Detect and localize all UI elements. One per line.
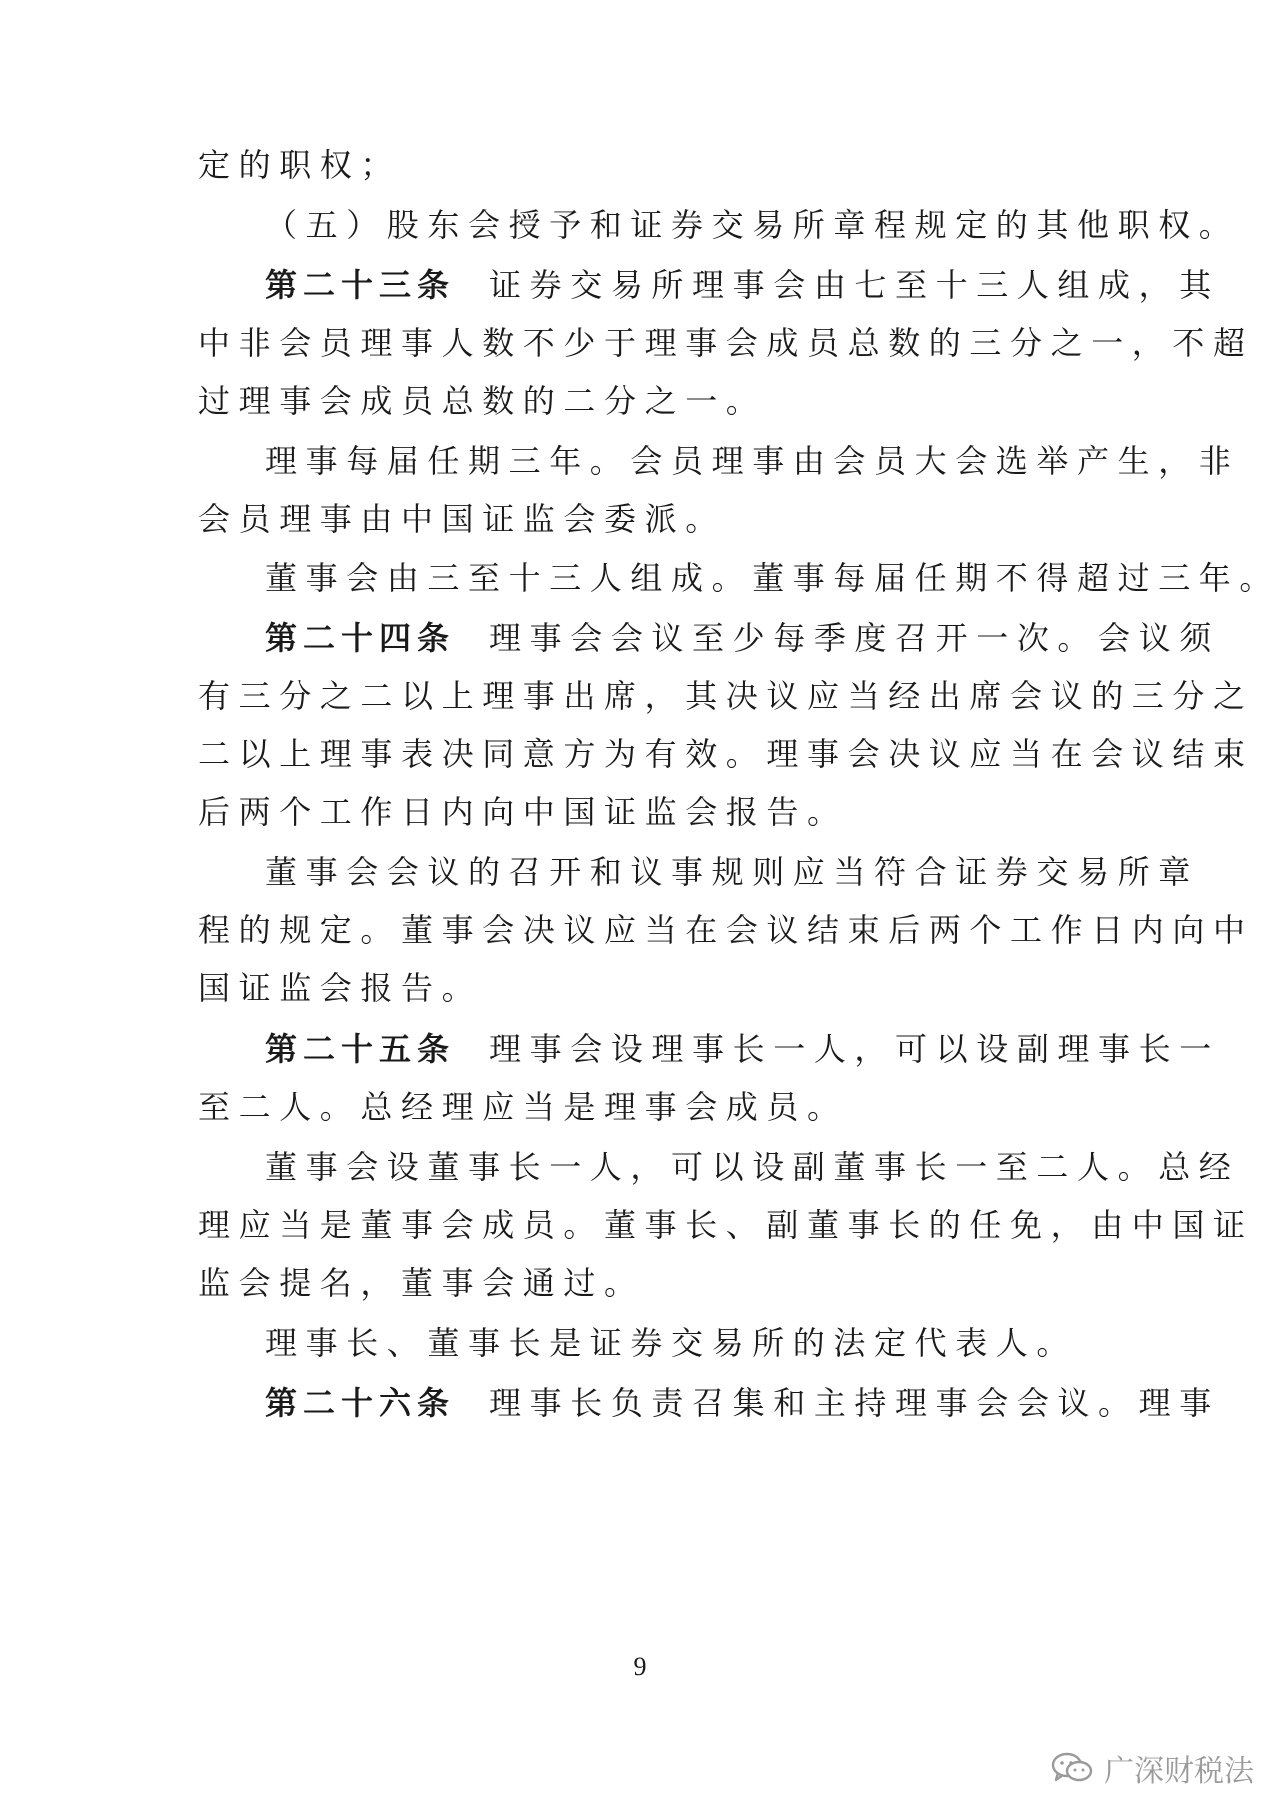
line-text: 理事长负责召集和主持理事会会议。理事 <box>489 1384 1220 1422</box>
article-number: 第二十四条 <box>265 619 456 657</box>
text-line <box>265 441 1240 481</box>
line-text: 理事每届任期三年。会员理事由会员大会选举产生，非 <box>265 442 1240 480</box>
watermark <box>1050 1748 1254 1788</box>
text-line <box>265 1147 1240 1187</box>
article-number: 第二十六条 <box>265 1384 456 1422</box>
text-line <box>198 676 1254 716</box>
line-text: 二以上理事表决同意方为有效。理事会决议应当在会议结束 <box>198 735 1254 773</box>
page-number: 9 <box>633 1652 647 1681</box>
text-line <box>198 499 1098 539</box>
line-text: 至二人。总经理应当是理事会成员。 <box>198 1088 848 1126</box>
text-line <box>198 792 1098 832</box>
line-text: 定的职权； <box>198 146 402 184</box>
text-line <box>265 1323 1165 1363</box>
article-number: 第二十五条 <box>265 1030 456 1068</box>
line-text: 董事会设董事长一人，可以设副董事长一至二人。总经 <box>265 1148 1240 1186</box>
line-text: 有三分之二以上理事出席，其决议应当经出席会议的三分之 <box>198 677 1254 715</box>
text-line <box>198 734 1254 774</box>
watermark-text: 广深财税法 <box>1104 1754 1254 1789</box>
text-line <box>198 1087 1098 1127</box>
text-line <box>198 910 1254 950</box>
line-text: 监会提名，董事会通过。 <box>198 1264 645 1302</box>
article-heading-line <box>265 265 1220 305</box>
text-line <box>198 323 1254 363</box>
text-line <box>198 968 1098 1008</box>
text-line <box>198 145 1098 185</box>
line-text: 证券交易所理事会由七至十三人组成，其 <box>489 266 1220 304</box>
line-text: 过理事会成员总数的二分之一。 <box>198 382 767 420</box>
line-text: 董事会由三至十三人组成。董事每届任期不得超过三年。 <box>265 559 1280 597</box>
article-number: 第二十三条 <box>265 266 456 304</box>
line-text: 理事会设理事长一人，可以设副理事长一 <box>489 1030 1220 1068</box>
article-heading-line <box>265 1383 1220 1423</box>
article-heading-line <box>265 1029 1220 1069</box>
line-text: 董事会会议的召开和议事规则应当符合证券交易所章 <box>265 853 1199 891</box>
wechat-icon <box>1050 1750 1094 1786</box>
text-line <box>265 558 1280 598</box>
line-text: 国证监会报告。 <box>198 969 483 1007</box>
text-line <box>265 205 1240 245</box>
text-line <box>198 1263 1098 1303</box>
article-heading-line <box>265 618 1220 658</box>
line-text: 后两个工作日内向中国证监会报告。 <box>198 793 848 831</box>
text-line <box>265 852 1199 892</box>
line-text: 理应当是董事会成员。董事长、副董事长的任免，由中国证 <box>198 1206 1254 1244</box>
line-text: （五）股东会授予和证券交易所章程规定的其他职权。 <box>265 206 1240 244</box>
line-text: 会员理事由中国证监会委派。 <box>198 500 726 538</box>
line-text: 中非会员理事人数不少于理事会成员总数的三分之一，不超 <box>198 324 1254 362</box>
line-text: 程的规定。董事会决议应当在会议结束后两个工作日内向中 <box>198 911 1254 949</box>
line-text: 理事会会议至少每季度召开一次。会议须 <box>489 619 1220 657</box>
line-text: 理事长、董事长是证券交易所的法定代表人。 <box>265 1324 1078 1362</box>
text-line <box>198 1205 1254 1245</box>
text-line <box>198 381 1098 421</box>
